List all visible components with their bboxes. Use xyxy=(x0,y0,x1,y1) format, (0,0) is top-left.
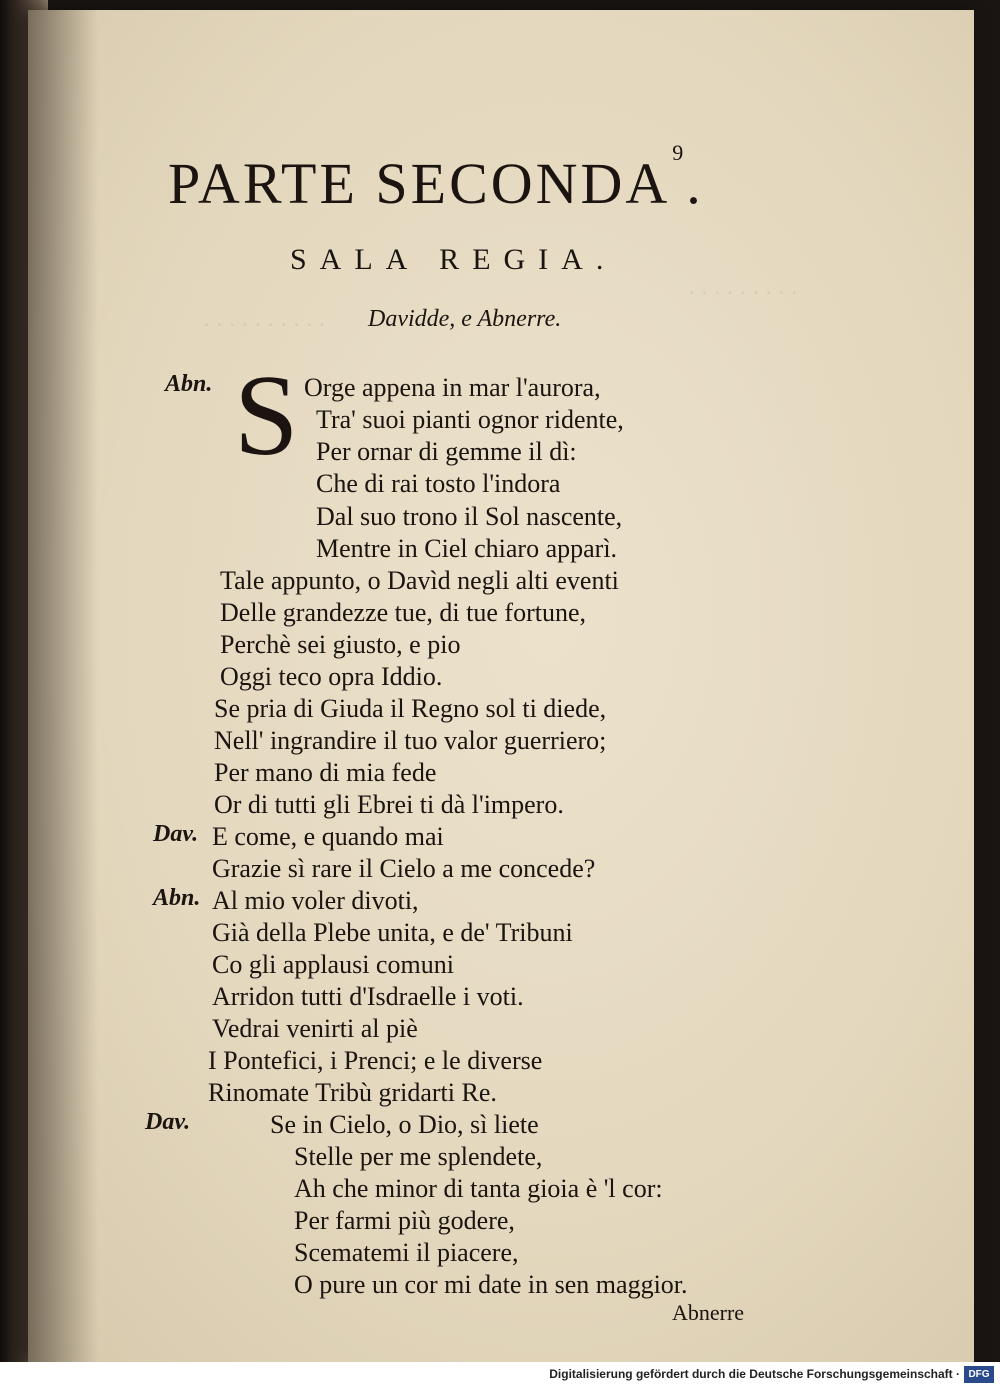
verse-line: Rinomate Tribù gridarti Re. xyxy=(208,1078,497,1107)
book-page xyxy=(28,10,974,1362)
verse-line: Oggi teco opra Iddio. xyxy=(220,662,443,691)
speaker-label: Abn. xyxy=(165,371,213,397)
page-gutter-shadow xyxy=(28,10,98,1362)
speaker-label: Abn. xyxy=(153,885,201,911)
digitization-footer xyxy=(0,1362,1000,1388)
title-period: . xyxy=(686,151,704,216)
verse-line: Grazie sì rare il Cielo a me concede? xyxy=(212,854,596,883)
verse-line: Perchè sei giusto, e pio xyxy=(220,630,461,659)
verse-line: Che di rai tosto l'indora xyxy=(316,469,561,498)
verse-line: Dal suo trono il Sol nascente, xyxy=(316,502,623,531)
verse-line: O pure un cor mi date in sen maggior. xyxy=(294,1270,688,1299)
showthrough-mark: · · · · · · · · · xyxy=(688,280,798,305)
verse-line: Nell' ingrandire il tuo valor guerriero; xyxy=(214,726,607,755)
verse-line: Mentre in Ciel chiaro apparì. xyxy=(316,534,618,563)
verse-line: Delle grandezze tue, di tue fortune, xyxy=(220,598,586,627)
verse-line: Se pria di Giuda il Regno sol ti diede, xyxy=(214,694,607,723)
dfg-logo-icon: DFG xyxy=(964,1366,994,1383)
verse-line: Già della Plebe unita, e de' Tribuni xyxy=(212,918,573,947)
scene-characters: Davidde, e Abnerre. xyxy=(368,306,562,332)
verse-line: Arridon tutti d'Isdraelle i voti. xyxy=(212,982,524,1011)
verse-line: Se in Cielo, o Dio, sì liete xyxy=(270,1110,539,1139)
verse-line: I Pontefici, i Prenci; e le diverse xyxy=(208,1046,543,1075)
verse-line: Tale appunto, o Davìd negli alti eventi xyxy=(220,566,619,595)
verse-line: Per mano di mia fede xyxy=(214,758,437,787)
scene-heading: SALA REGIA. xyxy=(290,243,617,276)
verse-line: E come, e quando mai xyxy=(212,822,444,851)
verse-line: Al mio voler divoti, xyxy=(212,886,419,915)
title-text: PARTE SECONDA xyxy=(168,151,671,216)
verse-line: Tra' suoi pianti ognor ridente, xyxy=(316,405,624,434)
verse-line: Ah che minor di tanta gioia è 'l cor: xyxy=(294,1174,663,1203)
verse-line: Orge appena in mar l'aurora, xyxy=(304,373,601,402)
speaker-label: Dav. xyxy=(153,821,199,847)
funding-credit: Digitalisierung gefördert durch die Deutsche Forschungsgemeinschaft · xyxy=(549,1367,960,1381)
verse-line: Or di tutti gli Ebrei ti dà l'impero. xyxy=(214,790,564,819)
drop-cap: S xyxy=(234,352,299,480)
page-title xyxy=(168,140,848,217)
verse-line: Stelle per me splendete, xyxy=(294,1142,543,1171)
verse-line: Co gli applausi comuni xyxy=(212,950,454,979)
speaker-label: Dav. xyxy=(145,1109,191,1135)
page-number: 9 xyxy=(672,140,687,165)
verse-line: Scematemi il piacere, xyxy=(294,1238,519,1267)
verse-line: Per ornar di gemme il dì: xyxy=(316,437,577,466)
showthrough-mark: · · · · · · · · · · xyxy=(203,312,326,337)
verse-line: Per farmi più godere, xyxy=(294,1206,515,1235)
verse-line: Vedrai venirti al piè xyxy=(212,1014,418,1043)
catchword: Abnerre xyxy=(672,1300,745,1325)
